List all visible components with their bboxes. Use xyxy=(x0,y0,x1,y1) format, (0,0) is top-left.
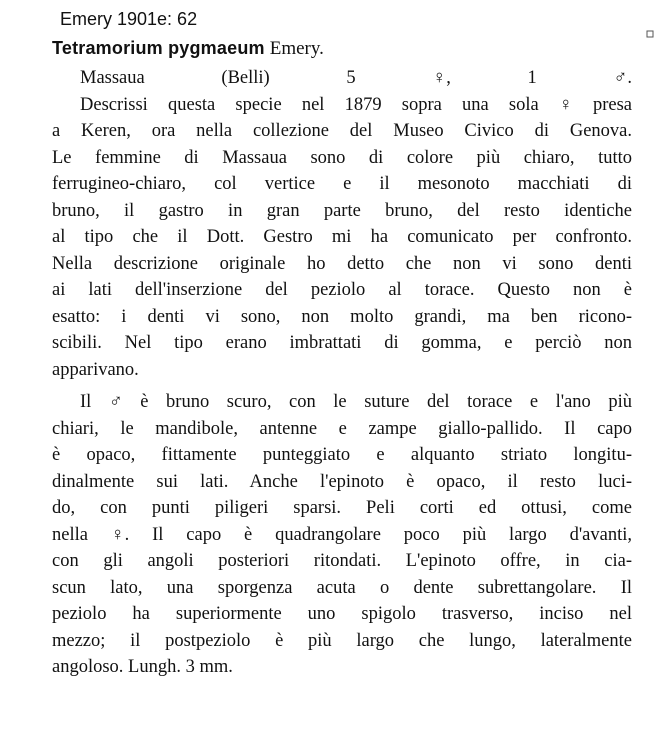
species-author: Emery. xyxy=(269,38,324,59)
species-name: Tetramorium pygmaeum xyxy=(52,38,265,58)
text-line: Le femmine di Massaua sono di colore più chiaro, tutto xyxy=(52,147,632,168)
text-line: Il ♂ è bruno scuro, con le suture del torace e l'ano più xyxy=(80,392,632,412)
text-line: scibili. Nel tipo erano imbrattati di gomma, e perciò non xyxy=(52,333,632,353)
text-line: chiari, le mandibole, antenne e zampe giallo-pallido. Il capo xyxy=(52,418,632,439)
text-line: angoloso. Lungh. 3 mm. xyxy=(52,657,233,677)
text-line: mezzo; il postpeziolo è più largo che lungo, lateralmente xyxy=(52,630,632,651)
text-line: dinalmente sui lati. Anche l'epinoto è opaco, il resto luci- xyxy=(52,471,632,492)
text-line: Massaua (Belli) 5 ♀, 1 ♂. xyxy=(80,68,632,88)
text-line: a Keren, ora nella collezione del Museo Civico di Genova. xyxy=(52,121,632,141)
text-line: scun lato, una sporgenza acuta o dente subrettangolare. Il xyxy=(52,577,632,598)
text-line: apparivano. xyxy=(52,359,139,380)
text-line: è opaco, fittamente punteggiato e alquanto striato longitu- xyxy=(52,445,632,465)
text-line: Descrissi questa specie nel 1879 sopra una sola ♀ presa xyxy=(80,94,632,115)
text-line: ai lati dell'inserzione del peziolo al torace. Questo non è xyxy=(52,280,632,300)
text-line: con gli angoli posteriori ritondati. L'epinoto offre, in cia- xyxy=(52,551,632,571)
text-line: al tipo che il Dott. Gestro mi ha comunicato per confronto. xyxy=(52,227,632,247)
species-heading xyxy=(52,38,324,60)
text-line: peziolo ha superiormente uno spigolo trasverso, inciso nel xyxy=(52,604,632,624)
page-corner-mark xyxy=(646,30,654,38)
text-line: esatto: i denti vi sono, non molto grandi, ma ben ricono- xyxy=(52,306,632,327)
citation-header: Emery 1901e: 62 xyxy=(60,9,198,29)
text-line: do, con punti piligeri sparsi. Peli corti ed ottusi, come xyxy=(52,498,632,518)
text-line: nella ♀. Il capo è quadrangolare poco più largo d'avanti, xyxy=(52,524,632,545)
text-line: bruno, il gastro in gran parte bruno, del resto identiche xyxy=(52,200,632,221)
text-line: Nella descrizione originale ho detto che non vi sono denti xyxy=(52,253,632,274)
text-line: ferrugineo-chiaro, col vertice e il mesonoto macchiati di xyxy=(52,174,632,194)
